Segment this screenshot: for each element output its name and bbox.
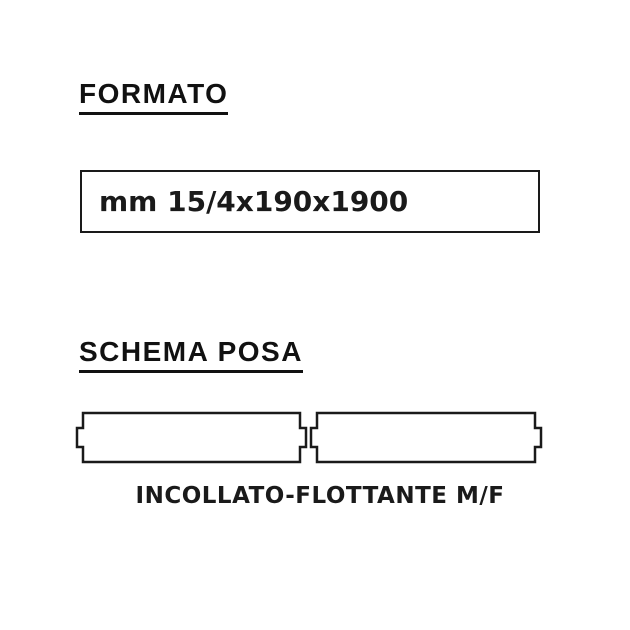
plank-right: [311, 413, 541, 462]
installation-method-caption: INCOLLATO-FLOTTANTE M/F: [135, 483, 505, 509]
plank-left: [77, 413, 306, 462]
formato-heading: FORMATO: [79, 80, 228, 115]
schema-posa-heading: SCHEMA POSA: [79, 338, 303, 373]
plank-profile-diagram-icon: [74, 410, 544, 466]
format-box: [80, 170, 540, 233]
format-value: mm 15/4x190x1900: [99, 185, 409, 218]
